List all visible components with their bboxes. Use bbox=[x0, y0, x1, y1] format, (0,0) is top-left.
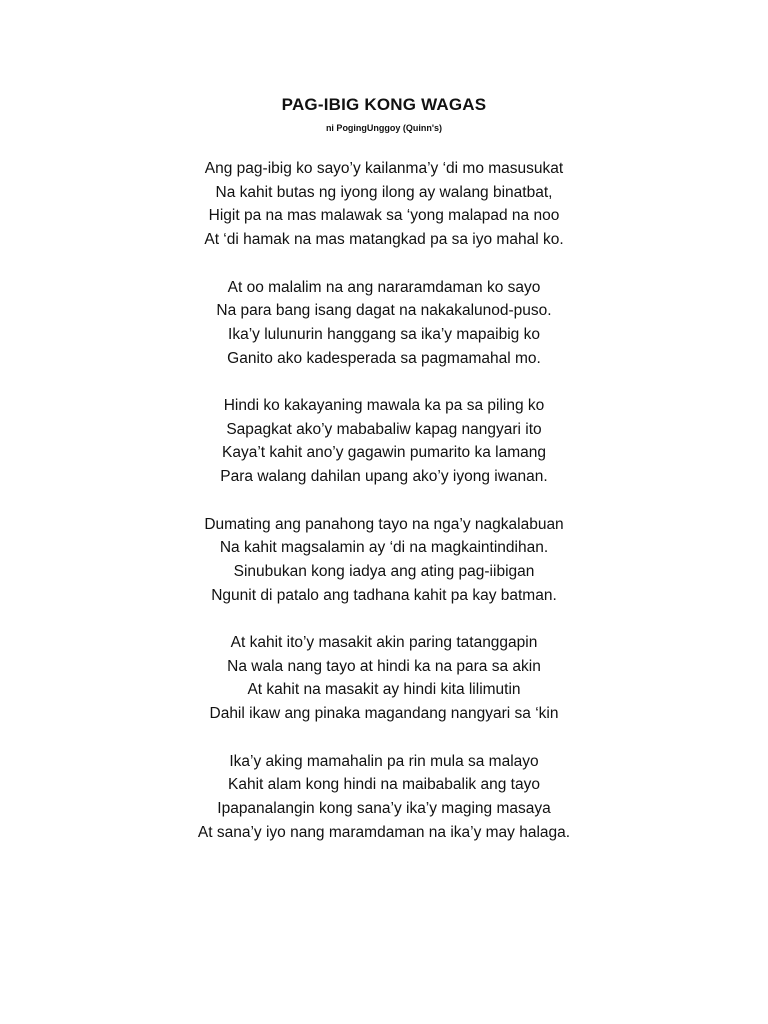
poem-line: Hindi ko kakayaning mawala ka pa sa piling ko bbox=[223, 397, 545, 414]
stanza-1 bbox=[0, 157, 768, 252]
poem-line: Ika’y aking mamahalin pa rin mula sa malayo bbox=[229, 752, 539, 770]
poem-title: PAG-IBIG KONG WAGAS bbox=[281, 95, 487, 114]
poem-line: Dahil ikaw ang pinaka magandang nangyari sa ‘kin bbox=[209, 705, 559, 723]
poem-byline: ni PogingUnggoy (Quinn's) bbox=[325, 123, 443, 133]
poem-line: Na para bang isang dagat na nakakalunod-puso. bbox=[216, 302, 552, 320]
poem-line: Sapagkat ako’y mababaliw kapag nangyari ito bbox=[226, 420, 542, 438]
poem-line: Kahit alam kong hindi na maibabalik ang tayo bbox=[228, 776, 540, 794]
stanza-3 bbox=[0, 394, 768, 489]
poem-line: Ngunit di patalo ang tadhana kahit pa kay batman. bbox=[211, 586, 557, 604]
poem-line: Dumating ang panahong tayo na nga’y nagkalabuan bbox=[204, 515, 564, 533]
stanza-6 bbox=[0, 750, 768, 845]
poem-line: Na wala nang tayo at hindi ka na para sa akin bbox=[227, 657, 541, 675]
poem-line: Na kahit butas ng iyong ilong ay walang binatbat, bbox=[215, 183, 553, 201]
stanza-5 bbox=[0, 631, 768, 726]
poem-line: Kaya’t kahit ano’y gagawin pumarito ka lamang bbox=[222, 444, 546, 462]
poem-line: At sana’y iyo nang maramdaman na ika’y may halaga. bbox=[197, 823, 571, 841]
poem-line: Ang pag-ibig ko sayo’y kailanma’y ‘di mo masusukat bbox=[204, 160, 564, 177]
poem-line: At kahit na masakit ay hindi kita lilimutin bbox=[247, 681, 521, 699]
poem-line: At ‘di hamak na mas matangkad pa sa iyo mahal ko. bbox=[204, 231, 564, 249]
poem-line: At oo malalim na ang nararamdaman ko sayo bbox=[227, 278, 541, 296]
poem-line: Ganito ako kadesperada sa pagmamahal mo. bbox=[227, 349, 541, 367]
poem-line: Na kahit magsalamin ay ‘di na magkaintindihan. bbox=[219, 539, 549, 557]
poem-line: At kahit ito’y masakit akin paring tatanggapin bbox=[230, 634, 538, 651]
poem-line: Sinubukan kong iadya ang ating pag-iibigan bbox=[233, 562, 535, 580]
stanza-4 bbox=[0, 513, 768, 608]
poem-body bbox=[0, 157, 768, 868]
poem-line: Para walang dahilan upang ako’y iyong iwanan. bbox=[220, 468, 548, 486]
poem-line: Ika’y lulunurin hanggang sa ika’y mapaibig ko bbox=[228, 325, 540, 343]
stanza-2 bbox=[0, 276, 768, 371]
poem-line: Higit pa na mas malawak sa ‘yong malapad na noo bbox=[208, 207, 560, 225]
poem-line: Ipapanalangin kong sana’y ika’y maging masaya bbox=[217, 799, 551, 817]
